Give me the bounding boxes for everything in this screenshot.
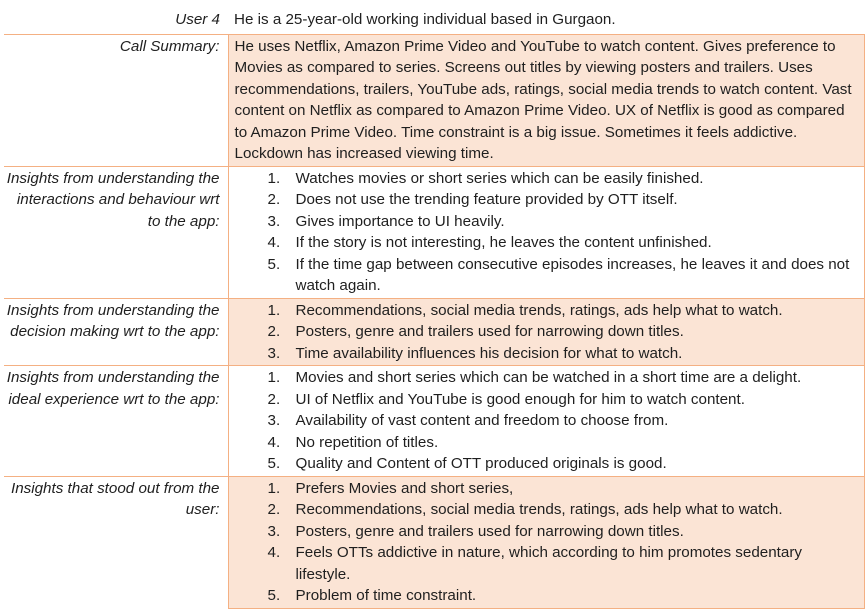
section-row-ideal-experience (4, 366, 865, 477)
summary-label: Call Summary: (4, 34, 228, 166)
item-text: Problem of time constraint. (295, 587, 477, 604)
item-text: Posters, genre and trailers used for narrowing down titles. (295, 323, 684, 340)
list-item (235, 542, 859, 585)
list-item (235, 453, 859, 475)
list-item (235, 300, 859, 322)
item-number: 2. (267, 323, 281, 340)
item-number: 5. (267, 587, 281, 604)
section-content (228, 298, 865, 366)
insight-list (235, 367, 859, 475)
item-number: 5. (267, 455, 281, 472)
item-number: 2. (267, 501, 281, 518)
item-number: 2. (267, 390, 281, 408)
user-label: User 4 (175, 11, 220, 28)
section-label: Insights from understanding the interactions and behaviour wrt to the app: (4, 166, 228, 298)
section-label: Insights from understanding the ideal experience wrt to the app: (4, 366, 228, 477)
list-item (235, 211, 859, 233)
item-text: UI of Netflix and YouTube is good enough for him to watch content. (295, 390, 745, 408)
item-text: Quality and Content of OTT produced originals is good. (295, 455, 667, 472)
item-number: 1. (267, 479, 281, 497)
section-label: Insights from understanding the decision making wrt to the app: (4, 298, 228, 366)
item-text: No repetition of titles. (295, 433, 439, 451)
list-item (235, 499, 859, 521)
item-text: Feels OTTs addictive in nature, which according to him promotes sedentary lifestyle. (295, 544, 802, 583)
item-text: Time availability influences his decision for what to watch. (295, 344, 683, 362)
item-text: Prefers Movies and short series, (295, 479, 514, 497)
list-item (235, 521, 859, 543)
item-number: 4. (267, 433, 281, 451)
insight-list (235, 168, 859, 297)
summary-row (4, 34, 865, 166)
list-item (235, 432, 859, 454)
item-text: Recommendations, social media trends, ratings, ads help what to watch. (295, 501, 783, 518)
section-label: Insights that stood out from the user: (4, 476, 228, 608)
list-item (235, 168, 859, 190)
item-number: 5. (267, 255, 281, 273)
list-item (235, 389, 859, 411)
list-item (235, 410, 859, 432)
item-text: Availability of vast content and freedom to choose from. (295, 412, 669, 429)
item-text: Watches movies or short series which can be easily finished. (295, 169, 704, 187)
item-text: If the story is not interesting, he leaves the content unfinished. (295, 234, 712, 251)
section-row-standout (4, 476, 865, 608)
item-text: Gives importance to UI heavily. (295, 212, 505, 230)
item-text: Movies and short series which can be watched in a short time are a delight. (295, 369, 802, 386)
list-item (235, 232, 859, 254)
list-item (235, 254, 859, 297)
item-number: 2. (267, 191, 281, 208)
section-row-interactions (4, 166, 865, 298)
item-number: 3. (267, 344, 281, 362)
insights-table (4, 8, 865, 609)
summary-text: He uses Netflix, Amazon Prime Video and YouTube to watch content. Gives preference to Movies as compared to series. Screens out titles by viewing posters and trailers. Uses recommendations, trailers, YouTube ads, ratings, social media trends to watch content. Vast content on Netflix as compared to Amazon Prime Video. UX of Netflix is good as compared to Amazon Prime Video. Time constraint is a big issue. Sometimes it feels addictive. Lockdown has increased viewing time. (228, 34, 865, 166)
section-content (228, 476, 865, 608)
item-text: Posters, genre and trailers used for narrowing down titles. (295, 522, 684, 540)
list-item (235, 585, 859, 607)
item-text: Recommendations, social media trends, ratings, ads help what to watch. (295, 301, 783, 319)
section-row-decision (4, 298, 865, 366)
item-text: If the time gap between consecutive episodes increases, he leaves it and does not watch again. (295, 255, 850, 294)
list-item (235, 367, 859, 389)
list-item (235, 189, 859, 211)
list-item (235, 478, 859, 500)
item-number: 4. (267, 544, 281, 561)
item-number: 1. (267, 301, 281, 319)
item-number: 1. (267, 369, 281, 386)
item-number: 1. (267, 169, 281, 187)
insight-list (235, 300, 859, 365)
section-content (228, 166, 865, 298)
user-row (4, 8, 865, 34)
user-description: He is a 25-year-old working individual based in Gurgaon. (234, 11, 616, 28)
insight-list (235, 478, 859, 607)
item-text: Does not use the trending feature provided by OTT itself. (295, 191, 678, 208)
section-content (228, 366, 865, 477)
item-number: 3. (267, 412, 281, 429)
list-item (235, 343, 859, 365)
item-number: 3. (267, 522, 281, 540)
item-number: 3. (267, 212, 281, 230)
item-number: 4. (267, 234, 281, 251)
list-item (235, 321, 859, 343)
